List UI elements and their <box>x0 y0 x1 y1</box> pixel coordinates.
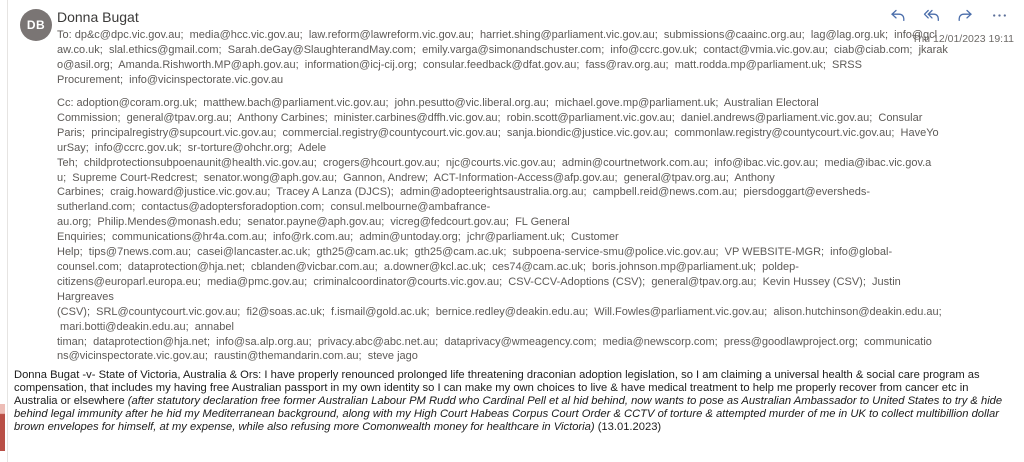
recipient-line[interactable]: Teh; childprotectionsubpoenaunit@health.vic.gov.au; crogers@hcourt.gov.au; njc@courts.vic.gov.au; admin@courtnetwork.com.au; info@ibac.vic.gov.au; media@ibac.vic.gov.a <box>57 156 932 169</box>
forward-icon[interactable] <box>957 8 974 23</box>
recipient-line[interactable]: o@asil.org; Amanda.Rishworth.MP@aph.gov.au; information@icj-cij.org; consular.feedback@dfat.gov.au; fass@rav.org.au; matt.rodda.mp@parliament.uk; SRSS <box>57 58 862 71</box>
recipient-line[interactable]: urSay; info@ccrc.gov.uk; sr-torture@ohchr.org; Adele <box>57 141 327 154</box>
recipient-line[interactable]: mari.botti@deakin.edu.au; annabel <box>57 320 234 333</box>
cc-recipients[interactable] <box>57 96 942 364</box>
recipient-line[interactable]: Hargreaves <box>57 290 114 303</box>
reply-icon[interactable] <box>889 8 906 23</box>
recipient-line[interactable]: Commission; general@tpav.org.au; Anthony Carbines; minister.carbines@dffh.vic.gov.au; robin.scott@parliament.vic.gov.au; daniel.andrews@parliament.vic.gov.au; Consular <box>57 111 923 124</box>
sender-name[interactable]: Donna Bugat <box>57 9 139 25</box>
recipient-line[interactable]: sutherland.com; contactus@adoptersforadoption.com; consul.melbourne@ambafrance- <box>57 201 491 214</box>
recipient-line[interactable]: Help; tips@7news.com.au; casei@lancaster.ac.uk; gth25@cam.ac.uk; gth25@cam.ac.uk; subpoena-service-smu@police.vic.gov.au; VP WEBSITE-MGR; info@global- <box>57 246 893 259</box>
recipient-line[interactable]: (CSV); SRL@countycourt.vic.gov.au; fi2@soas.ac.uk; f.ismail@gold.ac.uk; bernice.redley@deakin.edu.au; Will.Fowles@parliament.vic.gov.au; alison.hutchinson@deakin.edu.au; <box>57 305 942 318</box>
recipient-line[interactable]: To: dp&c@dpc.vic.gov.au; media@hcc.vic.gov.au; law.reform@lawreform.vic.gov.au; harriet.shing@parliament.vic.gov.au; submissions@caainc.org.au; lag@lag.org.uk; info@gcl <box>57 29 938 41</box>
recipient-line[interactable]: timan; dataprotection@hja.net; info@sa.alp.org.au; privacy.abc@abc.net.au; dataprivacy@wmeagency.com; media@newscorp.com; press@goodlawproject.org; communicatio <box>57 335 932 348</box>
body-text-date-note: (13.01.2023) <box>594 421 662 433</box>
recipient-line[interactable]: ns@vicinspectorate.vic.gov.au; raustin@themandarin.com.au; steve jago <box>57 350 418 363</box>
body-text-plain-start: Donna Bugat -v- State of Victoria, Australia & Ors: I have properly renounced prolonged life threatening draconian adoption legislation, so I am claiming a universal health & social care program as compensation, that includes my having free Australian passport in my own identity so I can make my own choices to live & have medical treatment to help me properly recover from cancer etc in Australia or elsewhere <box>14 369 980 407</box>
recipient-line[interactable]: Enquiries; communications@hr4a.com.au; info@rk.com.au; admin@untoday.org; jchr@parliament.uk; Customer <box>57 231 619 244</box>
message-actions-toolbar <box>889 8 1008 23</box>
background-window-edge <box>0 404 5 451</box>
message-timestamp: Thu 12/01/2023 19:11 <box>912 33 1014 45</box>
more-actions-icon[interactable] <box>991 8 1008 23</box>
recipient-line[interactable]: aw.co.uk; slal.ethics@gmail.com; Sarah.deGay@SlaughterandMay.com; emily.varga@simonandschuster.com; info@ccrc.gov.uk; contact@vmia.vic.gov.au; ciab@ciab.com; jkarak <box>57 43 948 56</box>
recipient-line[interactable]: u; Supreme Court-Redcrest; senator.wong@aph.gov.au; Gannon, Andrew; ACT-Information-Access@afp.gov.au; general@tpav.org.au; Anthony <box>57 171 775 184</box>
reply-all-icon[interactable] <box>923 8 940 23</box>
recipient-line[interactable]: au.org; Philip.Mendes@monash.edu; senator.payne@aph.gov.au; vicreg@fedcourt.gov.au; FL General <box>57 216 570 229</box>
recipient-line[interactable]: Cc: adoption@coram.org.uk; matthew.bach@parliament.vic.gov.au; john.pesutto@vic.liberal.org.au; michael.gove.mp@parliament.uk; Australian Electoral <box>57 97 819 109</box>
recipient-line[interactable]: counsel.com; dataprotection@hja.net; cblanden@vicbar.com.au; a.downer@kcl.ac.uk; ces74@cam.ac.uk; boris.johnson.mp@parliament.uk; poldep- <box>57 260 799 273</box>
reading-pane-left-border <box>0 0 8 462</box>
recipient-line[interactable]: citizens@europarl.europa.eu; media@pmc.gov.au; criminalcoordinator@courts.vic.gov.au; CSV-CCV-Adoptions (CSV); general@tpav.org.au; Kevin Hussey (CSV); Justin <box>57 275 901 288</box>
sender-avatar[interactable]: DB <box>20 9 52 41</box>
body-text-italic: (after statutory declaration free former Australian Labour PM Rudd who Cardinal Pell et al hid behind, now wants to pose as Australian Ambassador to United States to try & hide behind legal immunity after he hid my Mediterranean background, along with my High Court Habeas Corpus Court Order & CCTV of torture & attempted murder of me in UK to collect multibillion dollar brown envelopes for himself, at my expense, while also refusing more Comonwealth money for healthcare in Victoria) <box>14 395 1003 433</box>
recipient-line[interactable]: Carbines; craig.howard@justice.vic.gov.au; Tracey A Lanza (DJCS); admin@adopteerightsaustralia.org.au; campbell.reid@news.com.au; piersdoggart@eversheds- <box>57 186 871 199</box>
email-body <box>14 369 1014 434</box>
to-recipients[interactable] <box>57 28 948 88</box>
recipient-line[interactable]: Paris; principalregistry@supcourt.vic.gov.au; commercial.registry@countycourt.vic.gov.au; sanja.biondic@justice.vic.gov.au; commonlaw.registry@countycourt.vic.gov.au; HaveYo <box>57 126 939 139</box>
recipient-line[interactable]: Procurement; info@vicinspectorate.vic.gov.au <box>57 73 284 86</box>
